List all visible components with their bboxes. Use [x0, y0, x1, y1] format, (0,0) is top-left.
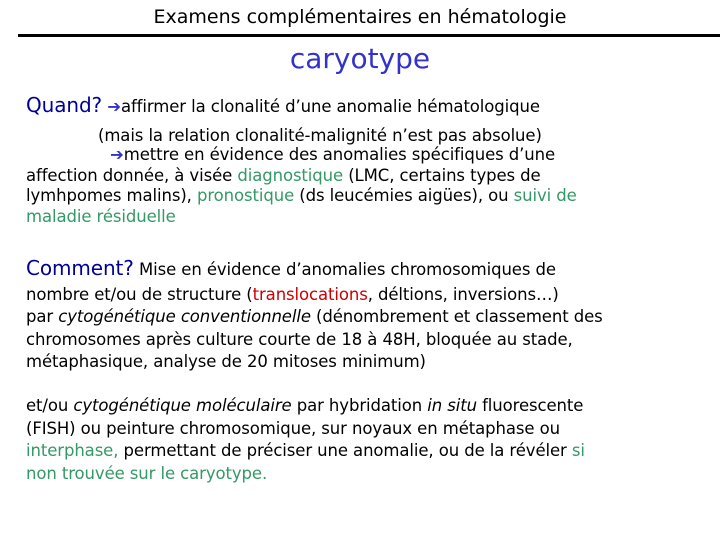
quand-keyword: Quand?	[26, 93, 103, 117]
diagnostique-term: diagnostique	[237, 165, 344, 185]
comment-text-3b: (dénombrement et classement des	[310, 307, 603, 326]
quand-section	[26, 94, 716, 228]
translocations-term: translocations	[252, 284, 368, 304]
quand-line-6: maladie résiduelle	[26, 206, 176, 226]
quand-line-4	[26, 165, 716, 188]
quand-text-3: mettre en évidence des anomalies spécifiques d’une	[123, 145, 556, 164]
quand-text-1: affirmer la clonalité d’une anomalie hématologique	[120, 97, 540, 116]
comment-text-1: Mise en évidence d’anomalies chromosomiques de	[133, 260, 556, 279]
page-title: Examens complémentaires en hématologie	[153, 6, 567, 28]
si-term: si	[571, 441, 585, 460]
fish-line-4: non trouvée sur le caryotype.	[26, 463, 268, 483]
fish-text-1b: par hybridation	[291, 396, 428, 415]
quand-text-4a: affection donnée, à visée	[26, 165, 238, 185]
quand-line-5	[26, 185, 716, 208]
comment-section	[26, 257, 716, 374]
title-divider	[18, 34, 720, 37]
fish-line-1	[26, 395, 716, 418]
comment-text-2a: nombre et/ou de structure (	[26, 284, 253, 304]
pronostique-term: pronostique	[196, 186, 295, 205]
comment-line-4: chromosomes après culture courte de 18 à 48H, bloquée au stade,	[26, 329, 573, 349]
quand-line-1	[26, 94, 716, 119]
quand-text-5b: (ds leucémies aigües), ou	[294, 186, 514, 205]
fish-line-3	[26, 440, 716, 463]
comment-line-5: métaphasique, analyse de 20 mitoses minimum)	[26, 352, 426, 371]
cytogenetique-conventionnelle-term: cytogénétique conventionnelle	[58, 307, 311, 326]
quand-line-3	[26, 144, 716, 167]
interphase-term: interphase,	[26, 441, 119, 460]
suivi-term: suivi de	[513, 186, 577, 205]
quand-text-2: (mais la relation clonalité-malignité n’est pas absolue)	[98, 125, 542, 145]
comment-line-1	[26, 257, 716, 282]
cytogenetique-moleculaire-term: cytogénétique moléculaire	[73, 396, 292, 415]
fish-section	[26, 395, 716, 485]
fish-line-2: (FISH) ou peinture chromosomique, sur noyaux en métaphase ou	[26, 418, 560, 438]
arrow-icon: ➔	[110, 145, 124, 164]
comment-keyword: Comment?	[26, 256, 134, 280]
quand-text-5a: lymhpomes malins),	[26, 186, 197, 205]
fish-text-3b: permettant de préciser une anomalie, ou de la révéler	[118, 441, 572, 460]
comment-line-3	[26, 306, 716, 329]
quand-text-4b: (LMC, certains types de	[343, 165, 541, 185]
comment-text-2b: , déltions, inversions…)	[367, 284, 559, 304]
comment-text-3a: par	[26, 307, 59, 326]
slide-subtitle: caryotype	[289, 42, 431, 75]
arrow-icon: ➔	[107, 97, 121, 116]
in-situ-term: in situ	[427, 396, 477, 415]
fish-text-1a: et/ou	[26, 396, 74, 415]
comment-line-2	[26, 284, 716, 307]
fish-text-1c: fluorescente	[476, 396, 584, 415]
